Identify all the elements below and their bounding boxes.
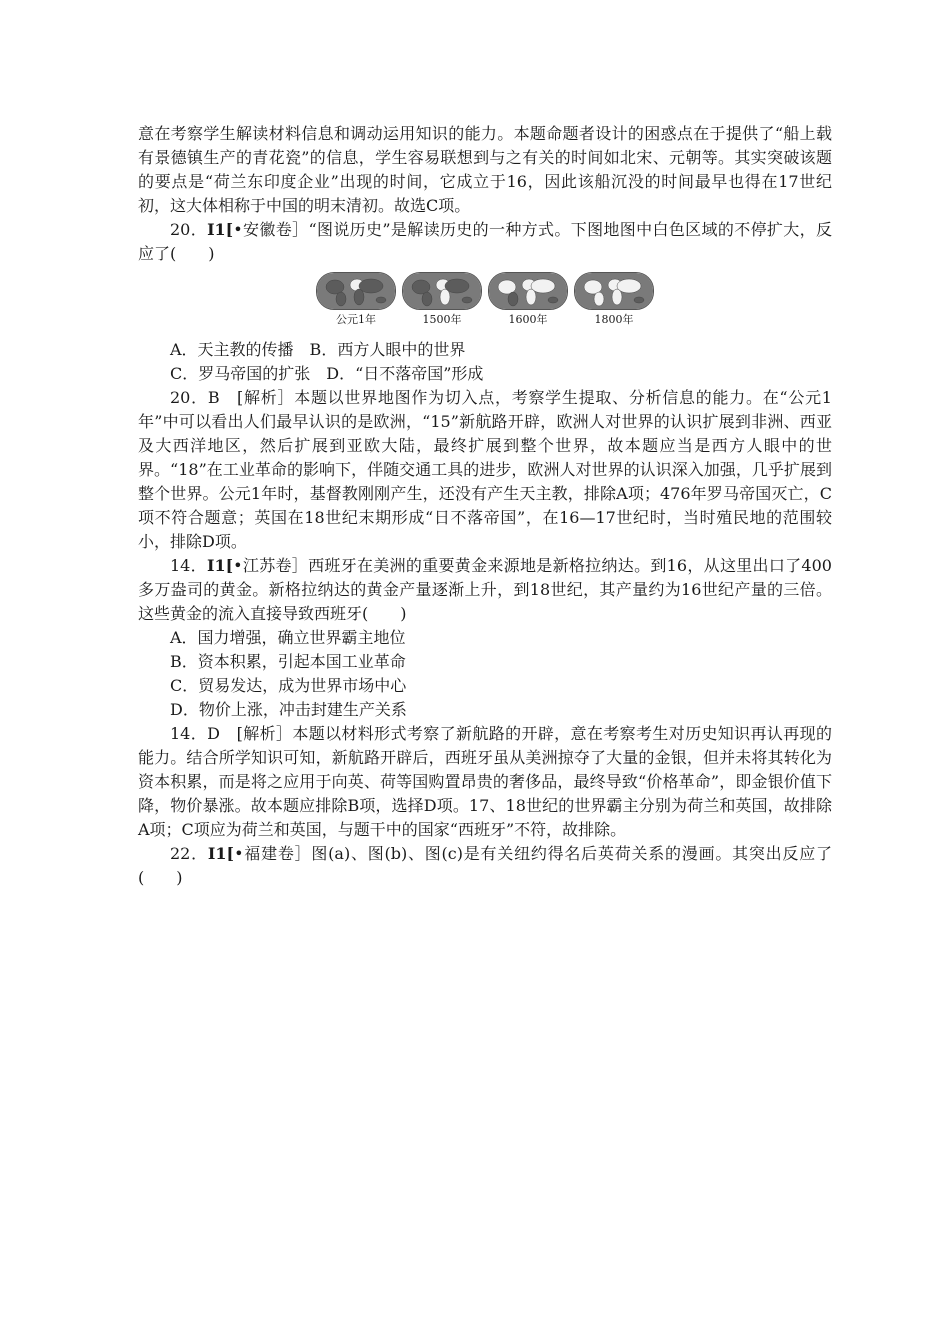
- question-14-option-b: B．资本积累，引起本国工业革命: [170, 652, 406, 671]
- known-region: [617, 279, 641, 293]
- world-map-icon: [574, 272, 654, 310]
- map-item: [402, 272, 482, 328]
- known-region: [612, 289, 622, 305]
- paragraph-answer-19-continued: 意在考察学生解读材料信息和调动运用知识的能力。本题命题者设计的困惑点在于提供了“船上载有景德镇生产的青花瓷”的信息，学生容易联想到与之有关的时间如北宋、元朝等。其实突破该题的要点是“荷兰东印度企业”出现的时间，它成立于16，因此该船沉没的时间最早也得在17世纪初，这大体相称于中国的明末清初。故选C项。: [138, 124, 832, 215]
- unknown-region: [445, 279, 469, 293]
- world-map-icon: [402, 272, 482, 310]
- question-14-option-c: C．贸易发达，成为世界市场中心: [170, 676, 407, 695]
- map-label: 公元1年: [336, 313, 376, 326]
- question-22: [138, 842, 832, 890]
- map-label: 1500年: [422, 313, 462, 326]
- question-20-options-ab: A．天主教的传播 B．西方人眼中的世界: [170, 340, 466, 359]
- world-map-icon: [488, 272, 568, 310]
- unknown-region: [508, 292, 518, 306]
- unknown-region: [422, 292, 432, 306]
- known-region: [526, 289, 536, 305]
- map-item: [488, 272, 568, 328]
- unknown-region: [359, 279, 383, 293]
- question-source: •安徽卷］: [233, 220, 309, 239]
- question-20: [138, 218, 832, 266]
- question-number: 22．: [170, 844, 208, 863]
- map-label: 1600年: [508, 313, 548, 326]
- map-item: [316, 272, 396, 328]
- answer-20: 20．B [解析］本题以世界地图作为切入点，考察学生提取、分析信息的能力。在“公元1年”中可以看出人们最早认识的是欧洲，“15”新航路开辟，欧洲人对世界的认识扩展到非洲、西亚及大西洋地区，然后扩展到亚欧大陆，最终扩展到整个世界，故本题应当是西方人眼中的世界。“18”在工业革命的影响下，伴随交通工具的进步，欧洲人对世界的认识深入加强，几乎扩展到整个世界。公元1年时，基督教刚刚产生，还没有产生天主教，排除A项；476年罗马帝国灭亡，C项不符合题意；英国在18世纪末期形成“日不落帝国”，在16—17世纪时，当时殖民地的范围较小，排除D项。: [138, 388, 832, 551]
- question-tag: I1[: [206, 556, 234, 575]
- map-label: 1800年: [594, 313, 634, 326]
- question-14: [138, 554, 832, 626]
- unknown-region: [548, 297, 558, 303]
- question-tag: I1[: [207, 220, 234, 239]
- known-region: [594, 292, 604, 306]
- question-text: 图(a)、图(b)、图(c)是有关纽约得名后英荷关系的漫画。其突出反应了( ): [138, 844, 832, 887]
- question-tag: I1[: [207, 844, 235, 863]
- question-text: 西班牙在美洲的重要黄金来源地是新格拉纳达。到16，从这里出口了400多万盎司的黄金。新格拉纳达的黄金产量逐渐上升，到18世纪，其产量约为16世纪产量的三倍。这些黄金的流入直接导致西班牙( ): [138, 556, 832, 623]
- known-region: [440, 289, 450, 305]
- unknown-region: [376, 297, 386, 303]
- question-source: •福建卷］: [234, 844, 312, 863]
- document-page: [138, 122, 832, 890]
- question-text: “图说历史”是解读历史的一种方式。下图地图中白色区域的不停扩大，反应了( ): [138, 220, 832, 263]
- question-number: 20．: [170, 220, 208, 239]
- question-source: •江苏卷］: [233, 556, 309, 575]
- map-item: [574, 272, 654, 328]
- known-region: [531, 279, 555, 293]
- question-14-option-d: D．物价上涨，冲击封建生产关系: [170, 700, 407, 719]
- question-number: 14．: [170, 556, 207, 575]
- question-20-options-cd: C．罗马帝国的扩张 D．“日不落帝国”形成: [170, 364, 484, 383]
- unknown-region: [462, 297, 472, 303]
- world-map-figure: [138, 272, 832, 328]
- answer-14: 14．D [解析］本题以材料形式考察了新航路的开辟，意在考察考生对历史知识再认再现的能力。结合所学知识可知，新航路开辟后，西班牙虽从美洲掠夺了大量的金银，但并未将其转化为资本积累，而是将之应用于向英、荷等国购置昂贵的奢侈品，最终导致“价格革命”，即金银价值下降，物价暴涨。故本题应排除B项，选择D项。17、18世纪的世界霸主分别为荷兰和英国，故排除A项；C项应为荷兰和英国，与题干中的国家“西班牙”不符，故排除。: [138, 724, 832, 839]
- question-14-option-a: A．国力增强，确立世界霸主地位: [170, 628, 406, 647]
- unknown-region: [634, 297, 644, 303]
- world-map-icon: [316, 272, 396, 310]
- unknown-region: [354, 289, 364, 305]
- unknown-region: [336, 292, 346, 306]
